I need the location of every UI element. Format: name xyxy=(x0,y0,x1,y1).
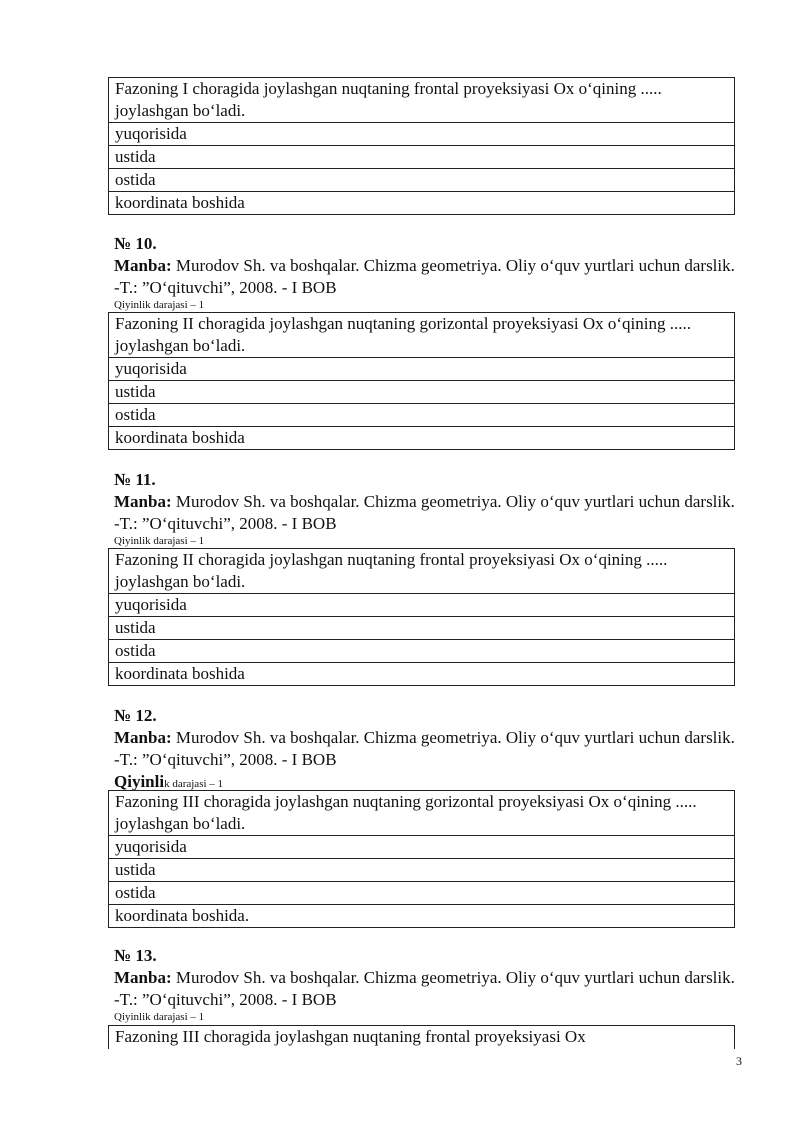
difficulty-prefix: Qiyinli xyxy=(114,772,165,791)
answer-option: koordinata boshida xyxy=(115,428,245,447)
answer-option: koordinata boshida xyxy=(115,664,245,683)
question-number: № 11. xyxy=(114,470,156,489)
question-header-13 xyxy=(114,945,744,1024)
difficulty-suffix: k darajasi – 1 xyxy=(164,778,224,790)
question-text: Fazoning III choragida joylashgan nuqtaning frontal proyeksiyasi Ox xyxy=(115,1027,586,1046)
source-line xyxy=(114,255,744,299)
source-label: Manba: xyxy=(114,256,172,275)
question-text: Fazoning II choragida joylashgan nuqtaning gorizontal proyeksiyasi Ox o‘qining ..... joylashgan bo‘ladi. xyxy=(109,313,734,358)
answer-option: yuqorisida xyxy=(109,594,734,617)
answer-option: ustida xyxy=(109,617,734,640)
answer-option: ustida xyxy=(109,859,734,882)
source-line xyxy=(114,491,744,535)
answer-option: koordinata boshida xyxy=(115,193,245,212)
answer-option: ostida xyxy=(109,640,734,663)
difficulty-level: Qiyinlik darajasi – 1 xyxy=(114,535,205,547)
question-text: Fazoning III choragida joylashgan nuqtaning gorizontal proyeksiyasi Ox o‘qining ..... joylashgan bo‘ladi. xyxy=(109,791,734,836)
difficulty-level: Qiyinlik darajasi – 1 xyxy=(114,299,205,311)
source-text: Murodov Sh. va boshqalar. Chizma geometriya. Oliy o‘quv yurtlari uchun darslik. -T.: ”O‘qituvchi”, 2008. - I BOB xyxy=(114,492,735,533)
difficulty-level: Qiyinlik darajasi – 1 xyxy=(114,1011,205,1023)
source-label: Manba: xyxy=(114,728,172,747)
answer-option: ustida xyxy=(109,146,734,169)
source-text: Murodov Sh. va boshqalar. Chizma geometriya. Oliy o‘quv yurtlari uchun darslik. -T.: ”O‘qituvchi”, 2008. - I BOB xyxy=(114,728,735,769)
question-header-10 xyxy=(114,233,744,312)
question-table-12 xyxy=(108,790,735,928)
question-text: Fazoning II choragida joylashgan nuqtaning frontal proyeksiyasi Ox o‘qining ..... joylashgan bo‘ladi. xyxy=(109,549,734,594)
source-line xyxy=(114,727,744,771)
answer-option: koordinata boshida. xyxy=(115,906,250,925)
question-table-13 xyxy=(108,1025,735,1049)
source-label: Manba: xyxy=(114,968,172,987)
answer-option: ustida xyxy=(109,381,734,404)
page-number: 3 xyxy=(736,1054,742,1068)
question-text: Fazoning I choragida joylashgan nuqtaning frontal proyeksiyasi Ox o‘qining ..... joylashgan bo‘ladi. xyxy=(109,78,734,123)
answer-option: ostida xyxy=(109,404,734,427)
question-table-11 xyxy=(108,548,735,686)
question-number: № 13. xyxy=(114,946,157,965)
source-line xyxy=(114,967,744,1011)
question-number: № 10. xyxy=(114,234,157,253)
answer-option: yuqorisida xyxy=(109,123,734,146)
question-table-9 xyxy=(108,77,735,215)
answer-option: yuqorisida xyxy=(109,836,734,859)
source-text: Murodov Sh. va boshqalar. Chizma geometriya. Oliy o‘quv yurtlari uchun darslik. -T.: ”O‘qituvchi”, 2008. - I BOB xyxy=(114,968,735,1009)
answer-option: yuqorisida xyxy=(109,358,734,381)
question-table-10 xyxy=(108,312,735,450)
source-text: Murodov Sh. va boshqalar. Chizma geometriya. Oliy o‘quv yurtlari uchun darslik. -T.: ”O‘qituvchi”, 2008. - I BOB xyxy=(114,256,735,297)
question-number: № 12. xyxy=(114,706,157,725)
question-header-12 xyxy=(114,705,744,793)
answer-option: ostida xyxy=(109,169,734,192)
source-label: Manba: xyxy=(114,492,172,511)
answer-option: ostida xyxy=(109,882,734,905)
question-header-11 xyxy=(114,469,744,548)
